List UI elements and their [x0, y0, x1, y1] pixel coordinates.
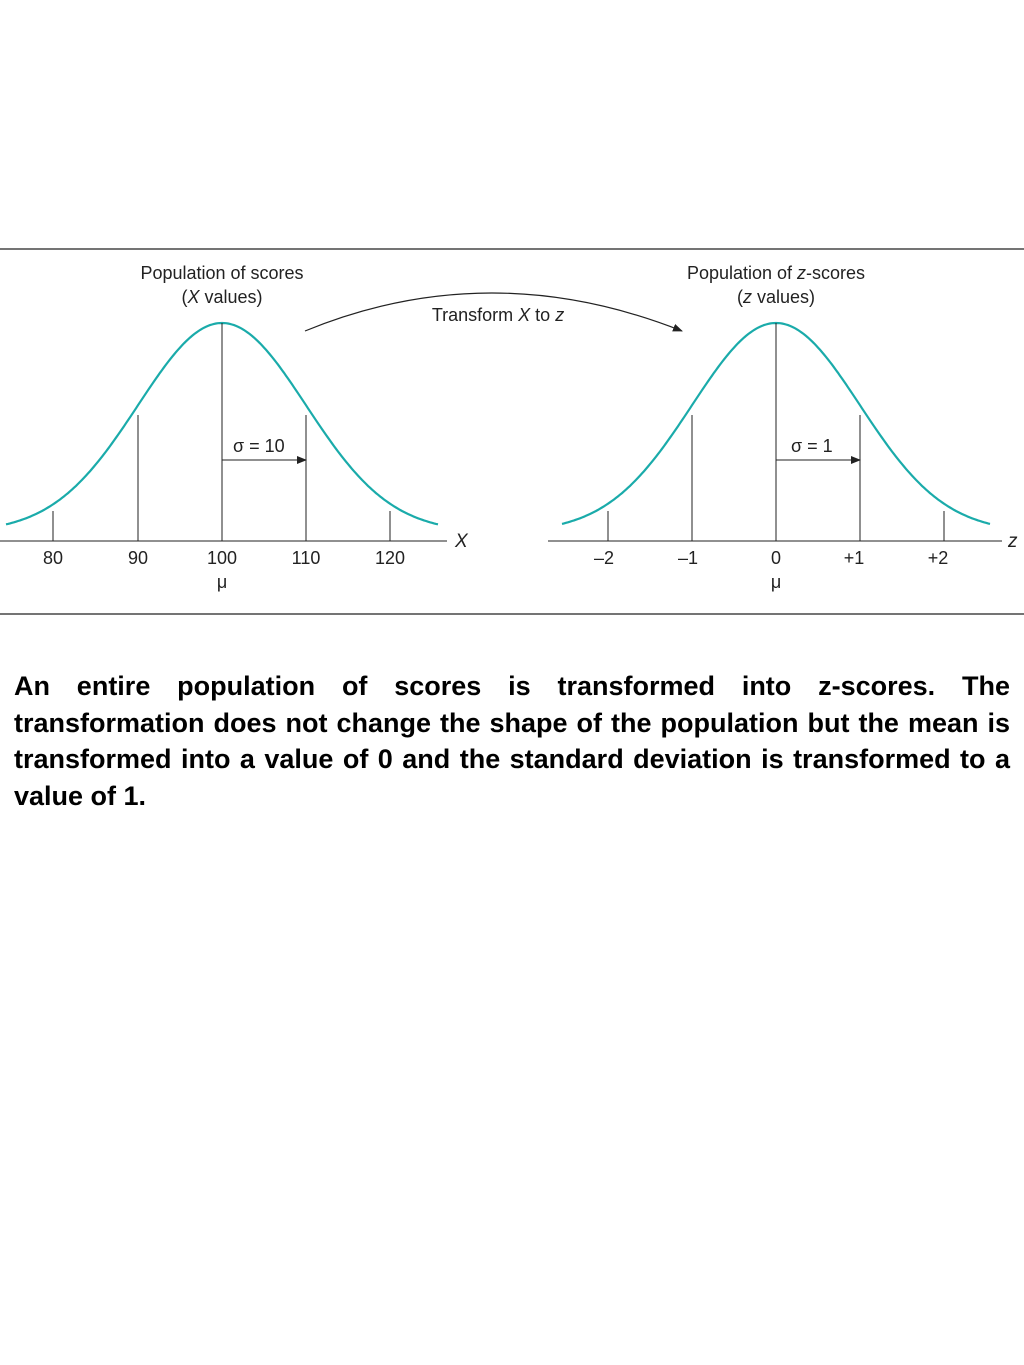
right-tick-label: 0	[770, 548, 782, 568]
left-tick-label: 110	[291, 548, 321, 568]
transform-label: Transform X to z	[431, 305, 565, 325]
left-title-line1: Population of scores	[140, 263, 304, 283]
right-tick-label: –2	[593, 548, 615, 568]
left-sigma-label: σ = 10	[233, 436, 285, 456]
right-axis-variable: z	[1008, 531, 1018, 552]
left-mean-symbol: μ	[216, 572, 228, 592]
left-tick-label: 80	[42, 548, 64, 568]
right-sigma-label: σ = 1	[791, 436, 833, 456]
left-tick-label: 90	[127, 548, 149, 568]
right-tick-label: +2	[927, 548, 949, 568]
right-title-line2: (z values)	[736, 287, 816, 307]
left-title-line2: (X values)	[181, 287, 263, 307]
left-axis-variable: X	[455, 531, 468, 552]
right-distribution-panel	[548, 263, 1018, 592]
figure-caption: An entire population of scores is transformed into z-scores. The transformation does not change the shape of the population but the mean is transformed into a value of 0 and the standard deviation is transformed to a value of 1.	[14, 671, 1010, 811]
left-tick-label: 100	[206, 548, 238, 568]
left-distribution-panel	[0, 263, 469, 592]
left-tick-label: 120	[374, 548, 406, 568]
distribution-transform-diagram	[0, 0, 1024, 640]
right-mean-symbol: μ	[770, 572, 782, 592]
right-tick-label: –1	[677, 548, 699, 568]
right-title-line1: Population of z-scores	[686, 263, 866, 283]
right-tick-label: +1	[843, 548, 865, 568]
